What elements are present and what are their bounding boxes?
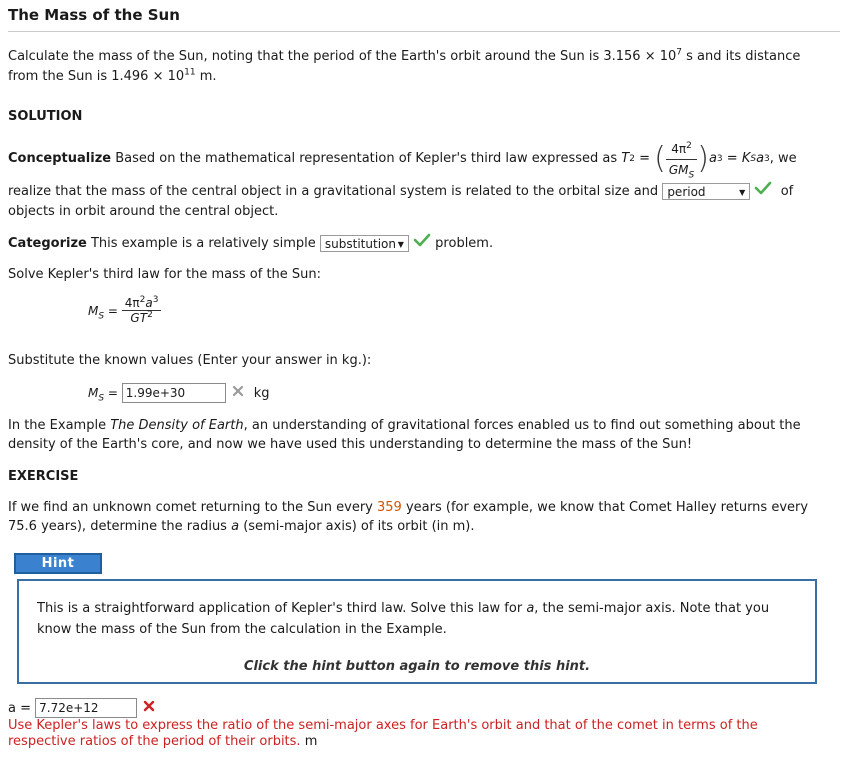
solution-heading: SOLUTION [8,109,83,124]
correct-check-icon [413,233,431,254]
dropdown-arrow-icon: ▼ [739,188,746,197]
categorize-block: Categorize This example is a relatively simple substitution ▼ problem. [8,233,828,254]
kepler-equation: T 2 = ( $\frac{4\pi^2}{GM_S}$ ) a 3 = K S a 3 , [621,140,774,180]
title-divider [8,31,840,32]
problem-type-select[interactable]: substitution ▼ [320,235,409,252]
hint-button[interactable]: Hint [14,553,102,574]
incorrect-x-icon [232,385,244,401]
mass-answer-row: $M_S$ = 1.99e+30 kg [88,383,270,403]
problem-statement: Calculate the mass of the Sun, noting that the period of the Earth's orbit around the Sun is $3.156 \times 10^7$ s and its distance from the Sun is $1.496 \times 10^{11}$ m. [8,47,801,84]
orbital-period-select[interactable]: period ▼ [662,183,750,200]
categorize-label: Categorize [8,236,87,251]
comet-period-value: 359 [377,500,402,515]
correct-check-icon [754,181,772,202]
exercise-heading: EXERCISE [8,469,79,484]
solve-instruction: Solve Kepler's third law for the mass of the Sun: [8,267,322,282]
hint-footer: Click the hint button again to remove this hint. [243,659,591,674]
mass-unit: kg [253,385,270,401]
page-title: The Mass of the Sun [8,6,180,24]
radius-answer-input[interactable]: 7.72e+12 [35,698,137,718]
dropdown-arrow-icon: ▼ [397,240,404,249]
conceptualize-label: Conceptualize [8,151,112,166]
hint-text: This is a straightforward application of Kepler's third law. Solve this law for a, the semi-major axis. Note that you know the mass of the Sun from the calculation in the Example. [37,601,770,637]
feedback-message: Use Kepler's laws to express the ratio of the semi-major axes for Earth's orbit and that of the comet in terms of the respective ratios of the period of their orbits. m [8,718,758,749]
incorrect-x-icon [143,700,155,716]
substitute-instruction: Substitute the known values (Enter your answer in kg.): [8,353,372,368]
example-note: In the Example The Density of Earth, an understanding of gravitational forces enabled us to find out something about the density of the Earth's core, and now we have used this understanding to determine the mass of the Sun! [8,418,801,452]
mass-formula: $M_S$ = $\frac{4\pi^2a^3}{GT^2}$ [88,296,161,325]
radius-answer-row: a = 7.72e+12 [8,698,155,718]
conceptualize-block: Conceptualize Based on the mathematical representation of Kepler's third law expressed as T 2 = ( $\frac{4\pi^2}{GM_S}$ ) a 3 = K S a 3 , we realize that the mass of the central object in a gravitational system is related to the orbital size and period ▼ of objects in orbit around the central object. [8,140,797,219]
feedback-unit: m [300,734,318,749]
hint-panel [17,579,817,684]
exercise-statement: If we find an unknown comet returning to the Sun every 359 years (for example, we know that Comet Halley returns every 75.6 years), determine the radius a (semi-major axis) of its orbit (in m). [8,500,809,534]
mass-answer-input[interactable]: 1.99e+30 [122,383,226,403]
